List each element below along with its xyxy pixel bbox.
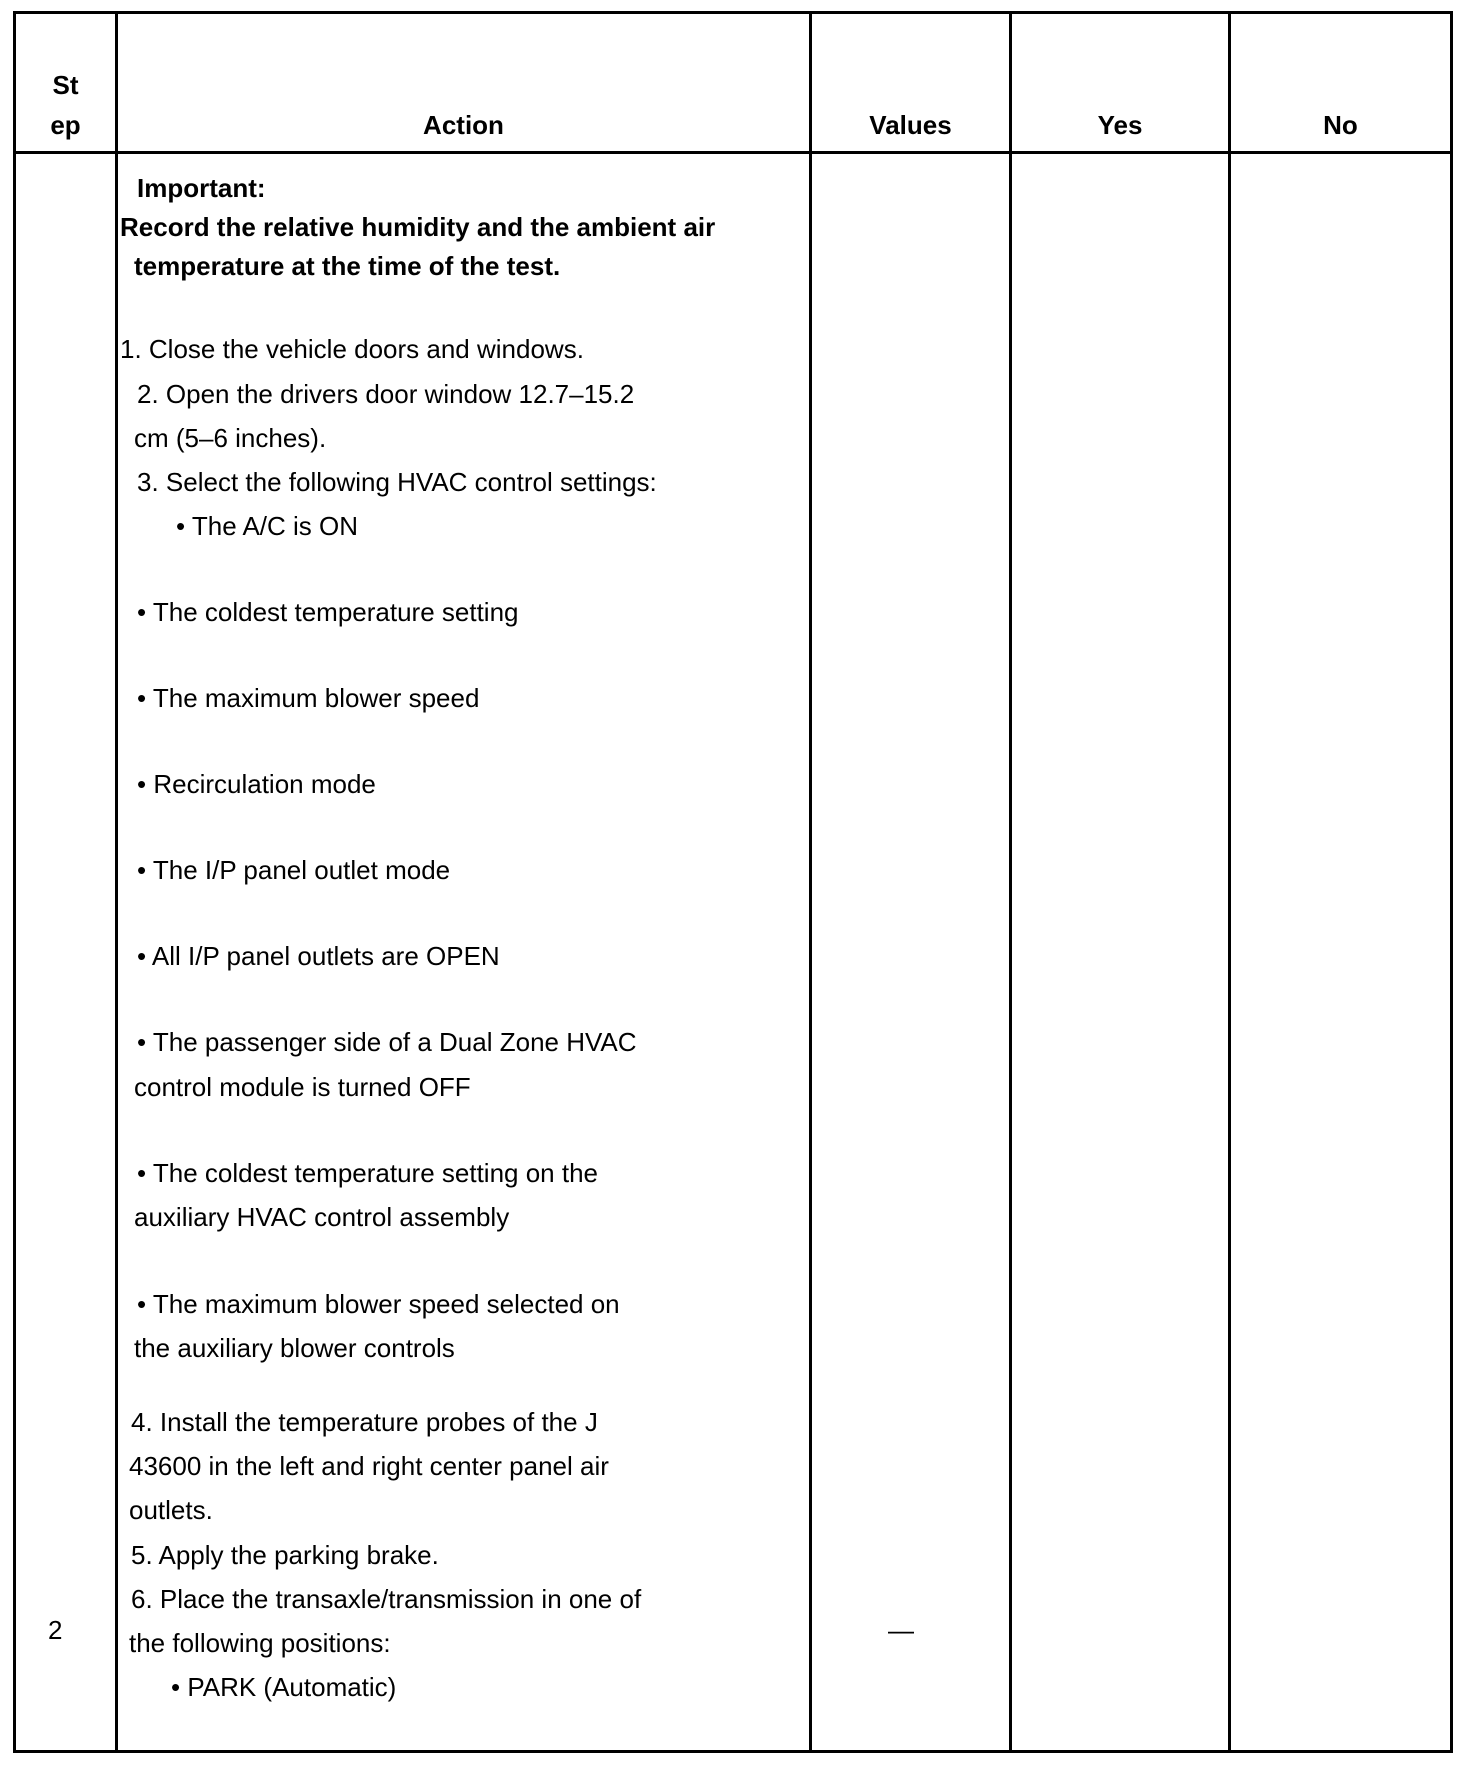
action-line: 3. Select the following HVAC control settings: (137, 467, 657, 497)
bullet-item: • The maximum blower speed (137, 683, 480, 713)
action-line: 2. Open the drivers door window 12.7–15.2 (137, 379, 635, 409)
header-step-line1: St (52, 70, 79, 100)
bullet-item: • The I/P panel outlet mode (137, 855, 451, 885)
column-divider (1009, 11, 1012, 1753)
values-cell: — (888, 1615, 914, 1645)
action-line: outlets. (129, 1495, 213, 1525)
bullet-item: • The maximum blower speed selected on (137, 1289, 620, 1319)
bullet-continuation: auxiliary HVAC control assembly (134, 1202, 510, 1232)
step-number: 2 (48, 1615, 63, 1645)
action-line: 1. Close the vehicle doors and windows. (120, 334, 584, 364)
column-divider (809, 11, 812, 1753)
action-line: 43600 in the left and right center panel air (129, 1451, 609, 1481)
header-no: No (1323, 110, 1358, 140)
bullet-item: • The coldest temperature setting (137, 597, 519, 627)
important-text-line-1: Record the relative humidity and the ambient air (120, 212, 716, 242)
header-values: Values (869, 110, 952, 140)
column-divider (115, 11, 118, 1753)
action-line: 4. Install the temperature probes of the J (131, 1407, 598, 1437)
bullet-item: • The A/C is ON (176, 511, 359, 541)
bullet-item: • The passenger side of a Dual Zone HVAC (137, 1027, 637, 1057)
bullet-item: • The coldest temperature setting on the (137, 1158, 599, 1188)
header-step-line2: ep (50, 110, 81, 140)
bullet-item: • All I/P panel outlets are OPEN (137, 941, 500, 971)
bullet-item: • PARK (Automatic) (171, 1672, 397, 1702)
action-line: 6. Place the transaxle/transmission in one of (131, 1584, 642, 1614)
column-divider (1228, 11, 1231, 1753)
bullet-continuation: the auxiliary blower controls (134, 1333, 455, 1363)
important-text-line-2: temperature at the time of the test. (134, 251, 561, 281)
important-label: Important: (137, 173, 266, 203)
bullet-continuation: control module is turned OFF (134, 1072, 471, 1102)
header-yes: Yes (1097, 110, 1143, 140)
action-line: cm (5–6 inches). (134, 423, 327, 453)
header-divider (13, 151, 1453, 154)
header-action: Action (423, 110, 504, 140)
action-line: 5. Apply the parking brake. (131, 1540, 439, 1570)
bullet-item: • Recirculation mode (137, 769, 376, 799)
action-line: the following positions: (129, 1628, 391, 1658)
